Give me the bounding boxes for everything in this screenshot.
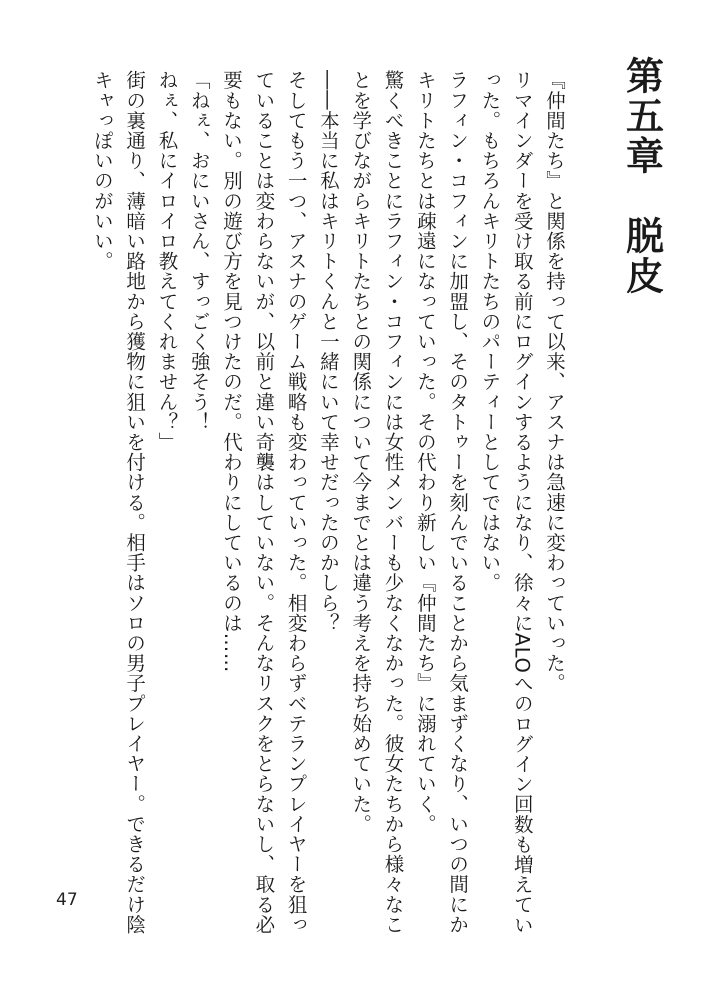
paragraph: 『仲間たち』と関係を持って以来、アスナは急速に変わっていった。 <box>543 70 566 694</box>
chapter-title: 第五章 脱皮 <box>619 56 664 296</box>
paragraph: そしてもう一つ、アスナのゲーム戦略も変わっていった。相変わらずベテランプレイヤーを狙っていることは変わらないが、以前と違い奇襲はしていない。そんなリスクをとらないし、取る必要もない。別の遊び方を見つけたのだ。代わりにしているのは…… <box>220 70 308 935</box>
paragraph: 「ねぇ、おにいさん、すっごく強そう！ <box>187 70 211 432</box>
page-number: 47 <box>56 890 78 910</box>
paragraph: ラフィン・コフィンに加盟し、そのタトゥーを刻んでいることから気まずくなり、いつの間にかキリトたちとは疎遠になっていった。その代わり新しい『仲間たち』に溺れていく。 <box>413 70 470 935</box>
paragraph: ――本当に私はキリトくんと一緒にいて幸せだったのかしら？ <box>316 70 340 633</box>
paragraph: 街の裏通り、薄暗い路地から獲物に狙いを付ける。相手はソロの男子プレイヤー。できるだけ陰キャっぽいのがいい。 <box>90 70 147 935</box>
body-text <box>50 70 570 950</box>
paragraph: ねぇ、私にイロイロ教えてくれません？」 <box>155 70 179 452</box>
paragraph: リマインダーを受け取る前にログインするようになり、徐々にALOへのログイン回数も増えていった。もちろんキリトたちのパーティーとしてではない。 <box>478 70 534 935</box>
paragraph: 驚くべきことにラフィン・コフィンには女性メンバーも少なくなかった。彼女たちから様々なことを学びながらキリトたちとの関係について今までとは違う考えを持ち始めていた。 <box>349 70 405 935</box>
